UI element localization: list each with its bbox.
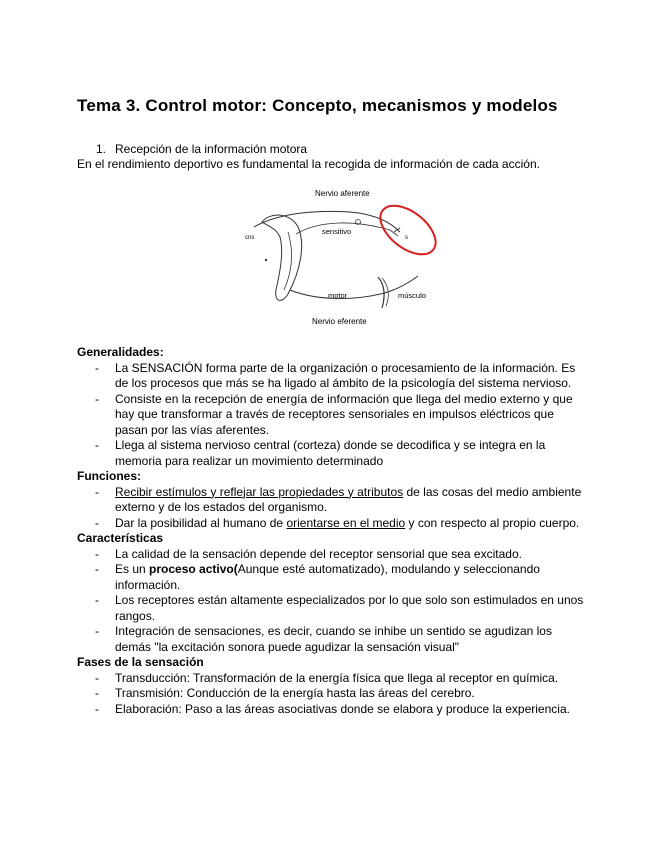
label-motor: motor [328, 291, 348, 300]
label-efferent: Nervio eferente [312, 317, 367, 326]
heading-fases: Fases de la sensación [77, 655, 204, 669]
label-cns: cns [245, 235, 255, 241]
intro-paragraph: En el rendimiento deportivo es fundamental la recogida de información de cada acción. [77, 157, 540, 171]
label-sensory: sensitivo [322, 227, 352, 236]
list-item: - La calidad de la sensación depende del receptor sensorial que sea excitado. [95, 546, 522, 561]
spinal-cord-inner [284, 232, 291, 290]
label-afferent: Nervio aferente [315, 189, 370, 198]
section-label: Recepción de la información motora [115, 142, 308, 156]
list-item: - Dar la posibilidad al humano de orientarse en el medio y con respecto al propio cuerpo. [95, 515, 580, 530]
list-item: - Elaboración: Paso a las áreas asociativas donde se elabora y produce la experiencia. [95, 701, 570, 716]
list-item: - La SENSACIÓN forma parte de la organización o procesamiento de la información. Es de los procesos que más se ha ligado al ámbito de la psicología del sistema nervioso. [95, 360, 576, 390]
list-item: - Recibir estímulos y reflejar las propiedades y atributos de las cosas del medio ambiente externo y de los estados del organismo. [95, 484, 582, 514]
heading-generalidades: Generalidades: [77, 345, 164, 359]
section-number: 1. [96, 142, 107, 156]
page-title: Tema 3. Control motor: Concepto, mecanismos y modelos [77, 96, 558, 115]
document-body [77, 345, 587, 717]
list-item: - Transmisión: Conducción de la energía hasta las áreas del cerebro. [95, 686, 475, 700]
list-item: - Llega al sistema nervioso central (corteza) donde se decodifica y se integra en la memoria para realizar un movimiento determinado [95, 438, 546, 468]
highlight-circle [372, 196, 440, 264]
heading-caracteristicas: Características [77, 531, 164, 545]
list-item: - Integración de sensaciones, es decir, cuando se inhibe un sentido se agudizan los demás "la excitación sonora puede agudizar la sensación visual" [95, 624, 552, 654]
list-item: - Es un proceso activo(Aunque esté automatizado), modulando y seleccionando información. [95, 562, 540, 592]
list-item: - Transducción: Transformación de la energía física que llega al receptor en química. [95, 670, 559, 685]
muscle-shape [378, 277, 384, 308]
list-item: - Los receptores están altamente especializados por lo que solo son estimulados en unos rangos. [95, 593, 584, 623]
list-item: - Consiste en la recepción de energía de información que llega del medio externo y que hay que transformar a través de receptores sensoriales en impulsos eléctricos que pasan por las vías aferentes. [95, 391, 573, 437]
nerve-diagram-svg [240, 182, 440, 332]
section-heading-1 [96, 142, 307, 156]
spinal-cord-outline [262, 215, 302, 300]
label-s: s [405, 235, 408, 241]
neuron-dot [265, 259, 267, 261]
nerve-diagram [240, 182, 440, 332]
label-muscle: músculo [398, 291, 426, 300]
receptor-icon [390, 228, 400, 236]
heading-funciones: Funciones: [77, 469, 142, 483]
